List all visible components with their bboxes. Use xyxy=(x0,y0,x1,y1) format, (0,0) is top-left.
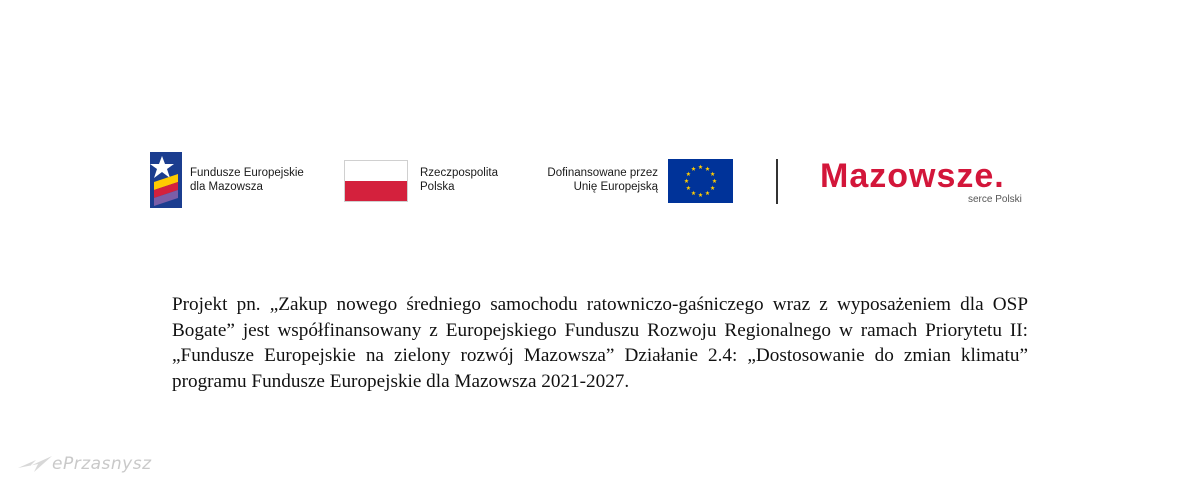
watermark-icon xyxy=(16,450,56,480)
fundusze-line2: dla Mazowsza xyxy=(190,181,263,193)
rzeczpospolita-line2: Polska xyxy=(420,181,455,193)
rzeczpospolita-line1: Rzeczpospolita xyxy=(420,167,498,179)
eu-cofinanced-label xyxy=(516,166,658,194)
rzeczpospolita-label xyxy=(420,166,498,194)
polish-flag-icon xyxy=(344,160,408,202)
fundusze-europejskie-label xyxy=(190,166,304,194)
watermark-text: ePrzasnysz xyxy=(52,454,152,474)
mazowsze-tagline: serce Polski xyxy=(968,194,1022,205)
eu-line1: Dofinansowane przez xyxy=(547,167,658,179)
mazowsze-logo xyxy=(818,156,1048,196)
fundusze-europejskie-icon xyxy=(150,152,182,208)
eu-line2: Unię Europejską xyxy=(573,181,658,193)
svg-text:Mazowsze.: Mazowsze. xyxy=(820,157,1005,195)
logo-divider xyxy=(776,159,778,204)
eu-flag-icon xyxy=(668,159,733,203)
project-description: Projekt pn. „Zakup nowego średniego samochodu ratowniczo-gaśniczego wraz z wyposażeniem dla OSP Bogate” jest współfinansowany z Europejskiego Funduszu Rozwoju Regionalnego w ramach Priorytetu II: „Fundusze Europejskie na zielony rozwój Mazowsza” Działanie 2.4: „Dostosowanie do zmian klimatu” programu Fundusze Europejskie dla Mazowsza 2021-2027. xyxy=(172,294,1028,392)
fundusze-line1: Fundusze Europejskie xyxy=(190,167,304,179)
